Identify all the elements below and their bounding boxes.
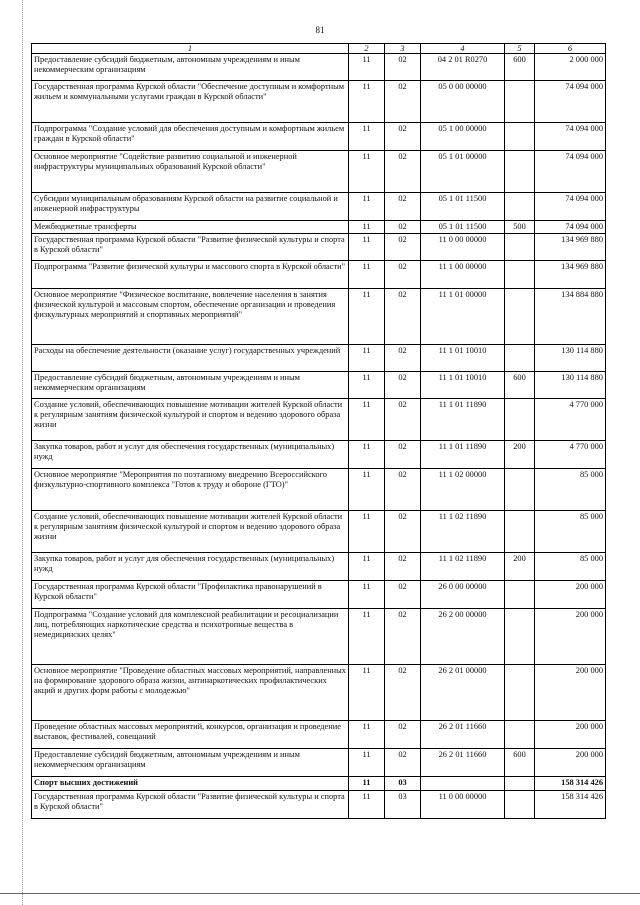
item-name-cell: Закупка товаров, работ и услуг для обеспечения государственных (муниципальных) нужд xyxy=(32,441,349,469)
expense-type-cell: 600 xyxy=(505,372,535,399)
target-article-cell xyxy=(421,777,505,791)
expense-type-cell xyxy=(505,511,535,553)
table-row xyxy=(32,234,606,261)
expense-type-cell xyxy=(505,721,535,749)
expense-type-cell: 600 xyxy=(505,749,535,777)
section-code-cell: 11 xyxy=(349,372,385,399)
item-name-cell: Основное мероприятие "Физическое воспитание, вовлечение населения в занятия физической культурой и массовым спортом, обеспечение организации и проведения физкультурных мероприятий и спортивных мероприятий" xyxy=(32,289,349,345)
target-article-cell: 04 2 01 R0270 xyxy=(421,54,505,81)
expense-type-cell xyxy=(505,345,535,372)
subsection-code-cell: 02 xyxy=(385,221,421,234)
target-article-cell: 11 1 02 11890 xyxy=(421,511,505,553)
table-row xyxy=(32,261,606,289)
target-article-cell: 05 1 01 11500 xyxy=(421,221,505,234)
table-row xyxy=(32,372,606,399)
subsection-code-cell: 02 xyxy=(385,193,421,221)
amount-cell: 4 770 000 xyxy=(535,441,606,469)
subsection-code-cell: 02 xyxy=(385,665,421,721)
table-row xyxy=(32,665,606,721)
section-code-cell: 11 xyxy=(349,151,385,193)
subsection-code-cell: 02 xyxy=(385,372,421,399)
section-code-cell: 11 xyxy=(349,469,385,511)
expense-type-cell: 200 xyxy=(505,441,535,469)
item-name-cell: Подпрограмма "Создание условий для комплексной реабилитации и ресоциализации лиц, потребляющих наркотические средства и психотропные вещества в немедицинских целях" xyxy=(32,609,349,665)
expense-type-cell xyxy=(505,665,535,721)
target-article-cell: 11 1 02 11890 xyxy=(421,553,505,581)
subsection-code-cell: 02 xyxy=(385,721,421,749)
section-code-cell: 11 xyxy=(349,749,385,777)
table-row xyxy=(32,193,606,221)
expense-type-cell xyxy=(505,609,535,665)
section-code-cell: 11 xyxy=(349,123,385,151)
section-code-cell: 11 xyxy=(349,81,385,123)
target-article-cell: 11 1 01 11890 xyxy=(421,399,505,441)
expense-type-cell: 600 xyxy=(505,54,535,81)
subsection-code-cell: 02 xyxy=(385,609,421,665)
subsection-code-cell: 03 xyxy=(385,791,421,819)
subsection-code-cell: 02 xyxy=(385,289,421,345)
item-name-cell: Предоставление субсидий бюджетным, автономным учреждениям и иным некоммерческим организациям xyxy=(32,372,349,399)
expense-type-cell xyxy=(505,469,535,511)
table-row xyxy=(32,151,606,193)
target-article-cell: 05 1 01 11500 xyxy=(421,193,505,221)
amount-cell: 134 969 880 xyxy=(535,261,606,289)
target-article-cell: 11 1 01 10010 xyxy=(421,372,505,399)
section-code-cell: 11 xyxy=(349,721,385,749)
section-code-cell: 11 xyxy=(349,553,385,581)
expense-type-cell xyxy=(505,234,535,261)
item-name-cell: Предоставление субсидий бюджетным, автономным учреждениям и иным некоммерческим организациям xyxy=(32,749,349,777)
table-row xyxy=(32,791,606,819)
section-code-cell: 11 xyxy=(349,581,385,609)
target-article-cell: 11 1 00 00000 xyxy=(421,261,505,289)
target-article-cell: 26 0 00 00000 xyxy=(421,581,505,609)
target-article-cell: 26 2 00 00000 xyxy=(421,609,505,665)
item-name-cell: Государственная программа Курской области "Обеспечение доступным и комфортным жильем и коммунальными услугами граждан в Курской области" xyxy=(32,81,349,123)
column-number-row xyxy=(32,44,606,54)
column-number: 4 xyxy=(421,44,505,54)
amount-cell: 2 000 000 xyxy=(535,54,606,81)
section-code-cell: 11 xyxy=(349,777,385,791)
subsection-code-cell: 02 xyxy=(385,749,421,777)
target-article-cell: 11 1 01 10010 xyxy=(421,345,505,372)
amount-cell: 200 000 xyxy=(535,749,606,777)
target-article-cell: 11 1 02 00000 xyxy=(421,469,505,511)
column-number: 1 xyxy=(32,44,349,54)
item-name-cell: Государственная программа Курской области "Развитие физической культуры и спорта в Курской области" xyxy=(32,234,349,261)
amount-cell: 4 770 000 xyxy=(535,399,606,441)
item-name-cell: Государственная программа Курской области "Развитие физической культуры и спорта в Курской области" xyxy=(32,791,349,819)
target-article-cell: 11 1 01 11890 xyxy=(421,441,505,469)
section-code-cell: 11 xyxy=(349,345,385,372)
expense-type-cell xyxy=(505,261,535,289)
amount-cell: 134 884 880 xyxy=(535,289,606,345)
item-name-cell: Закупка товаров, работ и услуг для обеспечения государственных (муниципальных) нужд xyxy=(32,553,349,581)
table-row xyxy=(32,81,606,123)
expense-type-cell xyxy=(505,777,535,791)
table-row xyxy=(32,749,606,777)
table-row xyxy=(32,399,606,441)
target-article-cell: 05 1 00 00000 xyxy=(421,123,505,151)
amount-cell: 158 314 426 xyxy=(535,791,606,819)
item-name-cell: Основное мероприятие "Мероприятия по поэтапному внедрению Всероссийского физкультурно-спортивного комплекса "Готов к труду и обороне (ГТО)" xyxy=(32,469,349,511)
table-row xyxy=(32,123,606,151)
table-row xyxy=(32,777,606,791)
subsection-code-cell: 02 xyxy=(385,399,421,441)
amount-cell: 74 094 000 xyxy=(535,193,606,221)
subsection-code-cell: 02 xyxy=(385,553,421,581)
subsection-code-cell: 02 xyxy=(385,81,421,123)
table-row xyxy=(32,221,606,234)
amount-cell: 74 094 000 xyxy=(535,123,606,151)
expense-type-cell: 500 xyxy=(505,221,535,234)
page-number: 81 xyxy=(315,25,325,35)
section-code-cell: 11 xyxy=(349,289,385,345)
target-article-cell: 05 0 00 00000 xyxy=(421,81,505,123)
amount-cell: 74 094 000 xyxy=(535,221,606,234)
expense-type-cell: 200 xyxy=(505,553,535,581)
target-article-cell: 05 1 01 00000 xyxy=(421,151,505,193)
subsection-code-cell: 02 xyxy=(385,234,421,261)
table-row xyxy=(32,721,606,749)
target-article-cell: 11 0 00 00000 xyxy=(421,234,505,261)
section-code-cell: 11 xyxy=(349,399,385,441)
item-name-cell: Основное мероприятие "Проведение областных массовых мероприятий, направленных на формирование здорового образа жизни, антинаркотических профилактических акций и других форм работы с молодежью" xyxy=(32,665,349,721)
expense-type-cell xyxy=(505,581,535,609)
section-code-cell: 11 xyxy=(349,791,385,819)
expense-type-cell xyxy=(505,791,535,819)
item-name-cell: Проведение областных массовых мероприятий, конкурсов, организация и проведение выставок, фестивалей, совещаний xyxy=(32,721,349,749)
subsection-code-cell: 02 xyxy=(385,151,421,193)
table-row xyxy=(32,345,606,372)
amount-cell: 200 000 xyxy=(535,665,606,721)
section-code-cell: 11 xyxy=(349,193,385,221)
subsection-code-cell: 02 xyxy=(385,123,421,151)
subsection-code-cell: 02 xyxy=(385,581,421,609)
expense-type-cell xyxy=(505,81,535,123)
item-name-cell: Подпрограмма "Развитие физической культуры и массового спорта в Курской области" xyxy=(32,261,349,289)
expense-type-cell xyxy=(505,399,535,441)
table-row xyxy=(32,289,606,345)
table-row xyxy=(32,609,606,665)
section-code-cell: 11 xyxy=(349,221,385,234)
binding-margin-line xyxy=(22,0,23,905)
amount-cell: 74 094 000 xyxy=(535,81,606,123)
subsection-code-cell: 02 xyxy=(385,345,421,372)
section-code-cell: 11 xyxy=(349,609,385,665)
expense-type-cell xyxy=(505,193,535,221)
subsection-code-cell: 02 xyxy=(385,54,421,81)
target-article-cell: 11 1 01 00000 xyxy=(421,289,505,345)
section-code-cell: 11 xyxy=(349,261,385,289)
table-row xyxy=(32,54,606,81)
item-name-cell: Государственная программа Курской области "Профилактика правонарушений в Курской области" xyxy=(32,581,349,609)
table-row xyxy=(32,553,606,581)
section-code-cell: 11 xyxy=(349,511,385,553)
amount-cell: 200 000 xyxy=(535,581,606,609)
table-row xyxy=(32,581,606,609)
table-row xyxy=(32,469,606,511)
page-bottom-rule xyxy=(0,893,640,894)
item-name-cell: Спорт высших достижений xyxy=(32,777,349,791)
target-article-cell: 26 2 01 11660 xyxy=(421,749,505,777)
item-name-cell: Межбюджетные трансферты xyxy=(32,221,349,234)
target-article-cell: 11 0 00 00000 xyxy=(421,791,505,819)
column-number: 5 xyxy=(505,44,535,54)
target-article-cell: 26 2 01 00000 xyxy=(421,665,505,721)
item-name-cell: Предоставление субсидий бюджетным, автономным учреждениям и иным некоммерческим организациям xyxy=(32,54,349,81)
subsection-code-cell: 02 xyxy=(385,511,421,553)
budget-table xyxy=(31,43,606,819)
subsection-code-cell: 03 xyxy=(385,777,421,791)
amount-cell: 200 000 xyxy=(535,609,606,665)
section-code-cell: 11 xyxy=(349,54,385,81)
amount-cell: 74 094 000 xyxy=(535,151,606,193)
budget-table-body xyxy=(32,44,606,819)
table-row xyxy=(32,441,606,469)
amount-cell: 130 114 880 xyxy=(535,372,606,399)
subsection-code-cell: 02 xyxy=(385,469,421,511)
expense-type-cell xyxy=(505,289,535,345)
item-name-cell: Подпрограмма "Создание условий для обеспечения доступным и комфортным жильем граждан в Курской области" xyxy=(32,123,349,151)
target-article-cell: 26 2 01 11660 xyxy=(421,721,505,749)
subsection-code-cell: 02 xyxy=(385,261,421,289)
item-name-cell: Основное мероприятие "Содействие развитию социальной и инженерной инфраструктуры муниципальных образований Курской области" xyxy=(32,151,349,193)
expense-type-cell xyxy=(505,151,535,193)
section-code-cell: 11 xyxy=(349,665,385,721)
column-number: 6 xyxy=(535,44,606,54)
item-name-cell: Субсидии муниципальным образованиям Курской области на развитие социальной и инженерной инфраструктуры xyxy=(32,193,349,221)
section-code-cell: 11 xyxy=(349,441,385,469)
section-code-cell: 11 xyxy=(349,234,385,261)
amount-cell: 85 000 xyxy=(535,511,606,553)
amount-cell: 85 000 xyxy=(535,553,606,581)
subsection-code-cell: 02 xyxy=(385,441,421,469)
table-row xyxy=(32,511,606,553)
column-number: 3 xyxy=(385,44,421,54)
item-name-cell: Создание условий, обеспечивающих повышение мотивации жителей Курской области к регулярным занятиям физической культурой и спортом и ведению здорового образа жизни xyxy=(32,399,349,441)
amount-cell: 200 000 xyxy=(535,721,606,749)
expense-type-cell xyxy=(505,123,535,151)
amount-cell: 134 969 880 xyxy=(535,234,606,261)
item-name-cell: Создание условий, обеспечивающих повышение мотивации жителей Курской области к регулярным занятиям физической культурой и спортом и ведению здорового образа жизни xyxy=(32,511,349,553)
item-name-cell: Расходы на обеспечение деятельности (оказание услуг) государственных учреждений xyxy=(32,345,349,372)
column-number: 2 xyxy=(349,44,385,54)
amount-cell: 85 000 xyxy=(535,469,606,511)
amount-cell: 130 114 880 xyxy=(535,345,606,372)
amount-cell: 158 314 426 xyxy=(535,777,606,791)
